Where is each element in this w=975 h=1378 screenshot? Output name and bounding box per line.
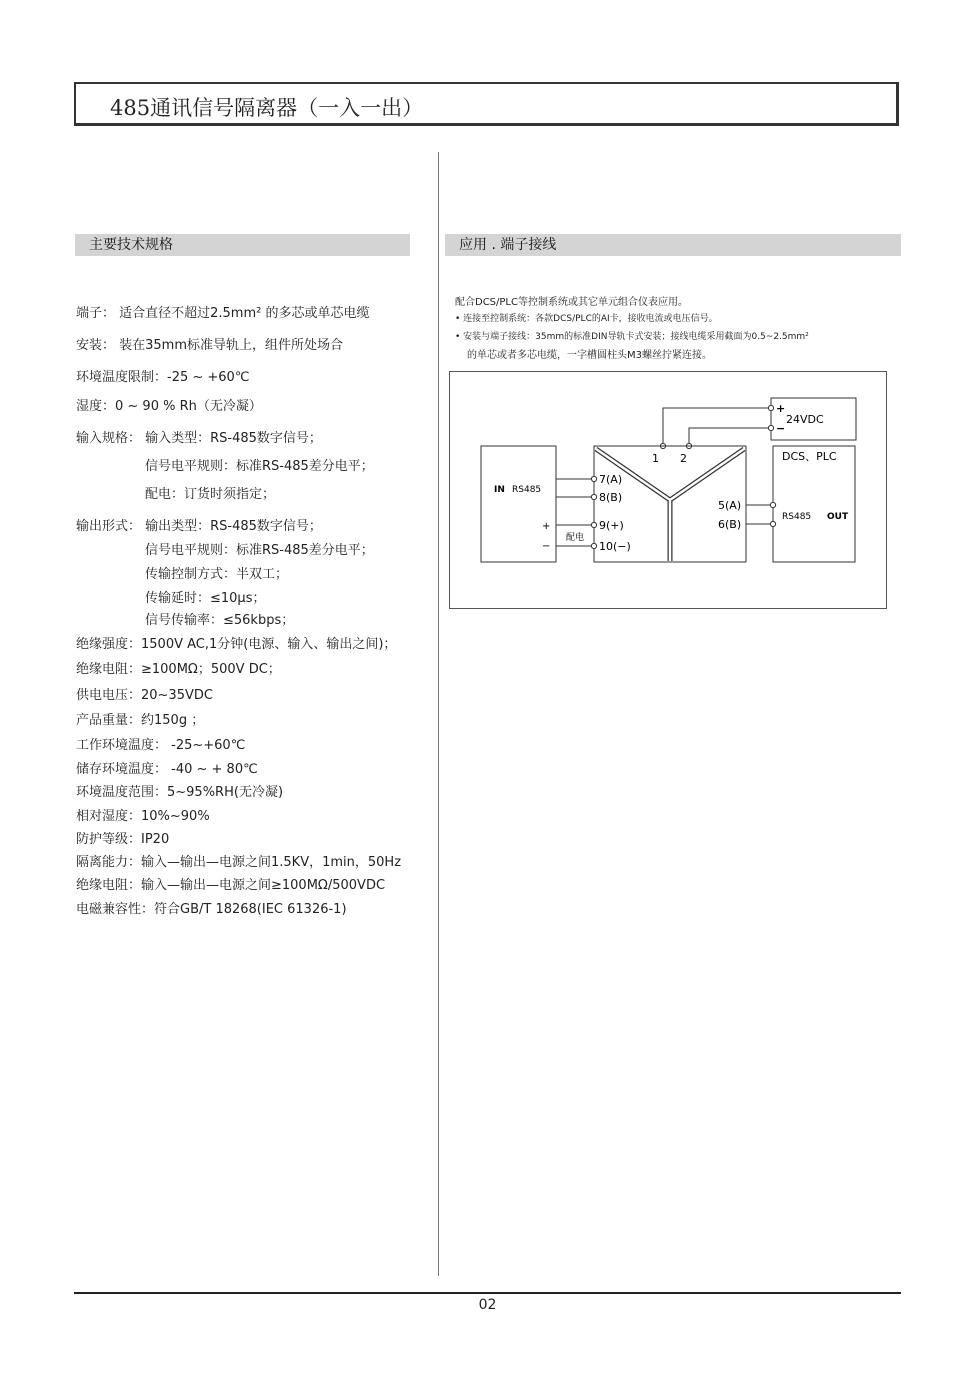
- application-bullet-1: • 连接至控制系统：各款DCS/PLC的AI卡，接收电流或电压信号。: [455, 314, 718, 324]
- spec-output-mode: 传输控制方式：半双工；: [145, 567, 289, 582]
- terminal-7-label: 7(A): [599, 473, 623, 486]
- terminal-6: [770, 521, 775, 526]
- application-bullet-2-cont: 的单芯或者多芯电缆，一字槽圆柱头M3螺丝拧紧连接。: [467, 350, 712, 361]
- power-minus-terminal: [768, 425, 773, 430]
- terminal-5-label: 5(A): [718, 499, 742, 512]
- spec-iso-strength: 绝缘强度：1500V AC,1分钟(电源、输入、输出之间)；: [76, 637, 397, 652]
- title-box: [74, 82, 899, 126]
- footer-rule: [74, 1292, 901, 1294]
- input-rs485-label: RS485: [512, 485, 542, 495]
- spec-rel-humidity: 相对湿度：10%~90%: [76, 809, 210, 824]
- power-distribution-label: 配电: [566, 533, 585, 543]
- specs-heading: 主要技术规格: [75, 234, 410, 256]
- application-bullet-2: • 安装与端子接线：35mm的标准DIN导轨卡式安装；接线电缆采用截面为0.5~2.5mm²: [455, 332, 809, 342]
- spec-isolation: 隔离能力：输入—输出—电源之间1.5KV，1min，50Hz: [76, 855, 402, 870]
- terminal-9: [591, 522, 596, 527]
- power-minus-label: −: [776, 422, 786, 435]
- spec-humidity: 湿度：0 ~ 90 % Rh（无冷凝）: [76, 399, 262, 414]
- page-number: 02: [478, 1297, 497, 1313]
- spec-protection: 防护等级：IP20: [76, 832, 170, 847]
- spec-output-type: 输出形式： 输出类型：RS-485数字信号；: [76, 519, 322, 534]
- application-intro: 配合DCS/PLC等控制系统或其它单元组合仪表应用。: [455, 297, 688, 308]
- terminal-10-label: 10(−): [599, 540, 631, 553]
- power-plus-terminal: [768, 405, 773, 410]
- terminal-1-label: 1: [652, 452, 659, 465]
- application-heading: 应用 . 端子接线: [445, 234, 901, 256]
- spec-input-power: 配电：订货时须指定；: [145, 487, 276, 502]
- spec-weight: 产品重量：约150g ；: [76, 713, 205, 728]
- wire-power-minus: [689, 428, 768, 444]
- spec-output-rate: 信号传输率：≤56kbps；: [145, 613, 295, 628]
- terminal-10: [591, 543, 596, 548]
- spec-env-range: 环境温度范围：5~95%RH(无冷凝): [76, 785, 284, 800]
- output-rs485-label: RS485: [782, 512, 812, 522]
- terminal-8-label: 8(B): [599, 491, 623, 504]
- power-label: 24VDC: [786, 413, 824, 426]
- terminal-9-label: 9(+): [599, 519, 624, 532]
- spec-env-temp: 环境温度限制：-25 ~ +60℃: [76, 370, 250, 385]
- spec-install: 安装： 装在35mm标准导轨上，组件所处场合: [76, 338, 344, 353]
- terminal-6-label: 6(B): [718, 518, 742, 531]
- input-in-label: IN: [494, 485, 505, 495]
- page-title: 485通讯信号隔离器（一入一出）: [110, 96, 424, 120]
- dcs-plc-label: DCS、PLC: [782, 450, 837, 463]
- spec-supply: 供电电压：20~35VDC: [76, 688, 213, 703]
- output-out-label: OUT: [827, 512, 849, 522]
- terminal-2-label: 2: [680, 452, 687, 465]
- spec-iso-resistance: 绝缘电阻：≥100MΩ；500V DC；: [76, 662, 281, 677]
- spec-insulation: 绝缘电阻：输入—输出—电源之间≥100MΩ/500VDC: [76, 878, 386, 893]
- spec-work-temp: 工作环境温度： -25~+60℃: [76, 738, 246, 753]
- terminal-5: [770, 502, 775, 507]
- spec-emc: 电磁兼容性：符合GB/T 18268(IEC 61326-1): [76, 902, 347, 917]
- input-minus-label: −: [542, 541, 551, 552]
- spec-store-temp: 储存环境温度： -40 ~ + 80℃: [76, 762, 258, 777]
- wiring-diagram: [449, 371, 889, 611]
- spec-output-delay: 传输延时：≤10μs；: [145, 591, 266, 606]
- spec-terminal: 端子： 适合直径不超过2.5mm² 的多芯或单芯电缆: [76, 306, 370, 321]
- column-divider: [438, 152, 439, 1276]
- terminal-7: [591, 476, 596, 481]
- wire-power-plus: [663, 408, 768, 444]
- power-plus-label: +: [776, 402, 786, 415]
- spec-input-type: 输入规格： 输入类型：RS-485数字信号；: [76, 431, 322, 446]
- output-device-box: [773, 446, 855, 562]
- terminal-8: [591, 494, 596, 499]
- spec-input-level: 信号电平规则：标准RS-485差分电平；: [145, 459, 374, 474]
- input-plus-label: +: [542, 521, 551, 532]
- spec-output-level: 信号电平规则：标准RS-485差分电平；: [145, 543, 374, 558]
